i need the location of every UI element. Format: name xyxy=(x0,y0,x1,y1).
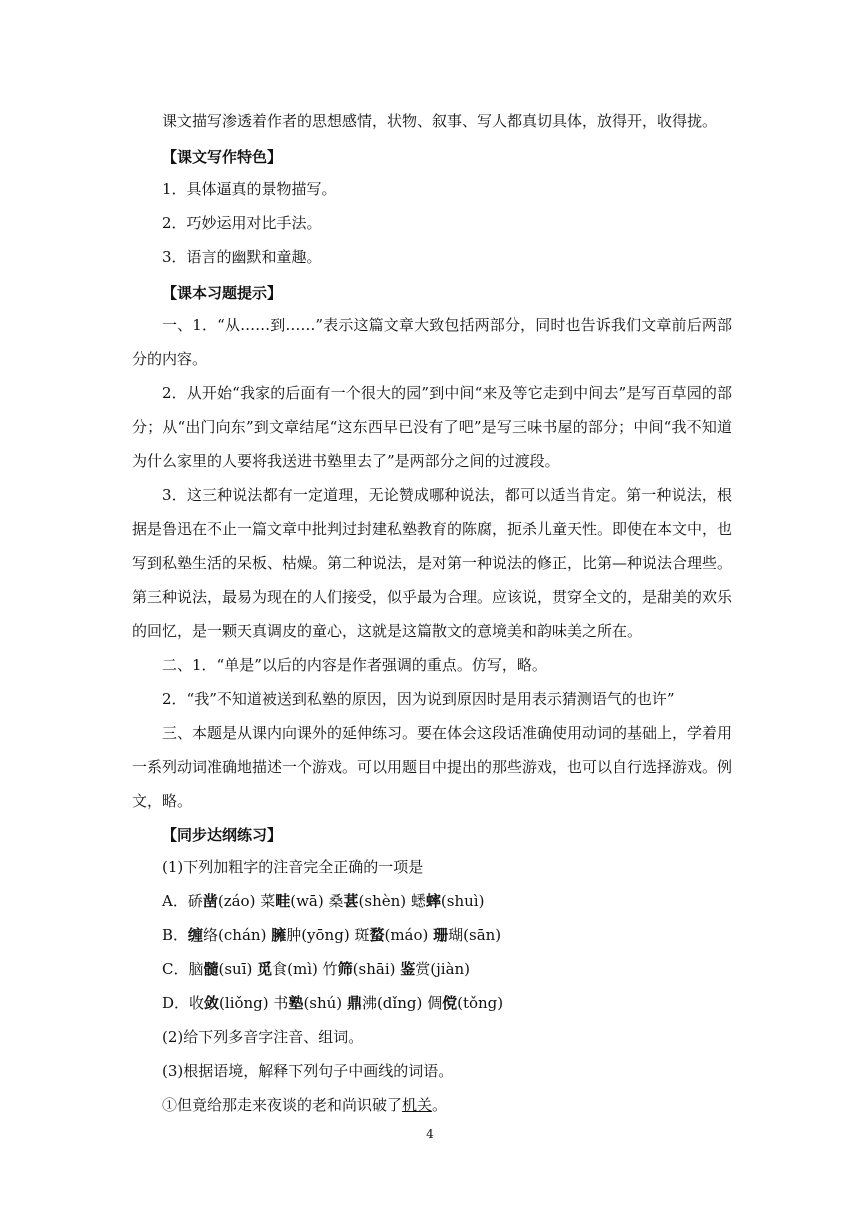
tip-paragraph-6: 三、本题是从课内向课外的延伸练习。要在体会这段话准确使用动词的基础上，学着用一系列动词准确地描述一个游戏。可以用题目中提出的那些游戏，也可以自行选择游戏。例文，略。 xyxy=(132,724,733,810)
question-1: (1)下列加粗字的注音完全正确的一项是 xyxy=(162,858,424,876)
underlined-word: 机关 xyxy=(402,1096,433,1114)
heading-writing-features: 【课文写作特色】 xyxy=(162,148,283,166)
tip-paragraph-5: 2．“我”不知道被送到私塾的原因，因为说到原因时是用表示猜测语气的也许” xyxy=(162,690,675,708)
tip-paragraph-1: 一、1．“从……到……”表示这篇文章大致包括两部分，同时也告诉我们文章前后两部分的内容。 xyxy=(132,316,732,368)
option-d: D．收敛(liǒng) 书塾(shú) 鼎沸(dǐng) 倜傥(tǒng) xyxy=(162,994,504,1012)
tip-paragraph-3: 3．这三种说法都有一定道理，无论赞成哪种说法，都可以适当肯定。第一种说法，根据是鲁迅在不止一篇文章中批判过封建私塾教育的陈腐，扼杀儿童天性。即使在本文中，也写到私塾生活的呆板、枯燥。第二种说法，是对第一种说法的修正，比第—种说法合理些。第三种说法，最易为现在的人们接受，似乎最为合理。应该说，贯穿全文的，是甜美的欢乐的回忆，是一颗天真调皮的童心，这就是这篇散文的意境美和韵味美之所在。 xyxy=(132,486,733,640)
tip-paragraph-4: 二、1．“单是”以后的内容是作者强调的重点。仿写，略。 xyxy=(162,656,547,674)
feature-item-3: 3．语言的幽默和童趣。 xyxy=(162,248,322,266)
heading-exercise-tips: 【课本习题提示】 xyxy=(162,284,283,302)
question-2: (2)给下列多音字注音、组词。 xyxy=(162,1028,364,1046)
option-c: C．脑髓(suī) 觅食(mì) 竹筛(shāi) 鉴赏(jiàn) xyxy=(162,960,471,978)
intro-paragraph: 课文描写渗透着作者的思想感情，状物、叙事、写人都真切具体，放得开，收得拢。 xyxy=(162,112,718,130)
question-3-item-1: ①但竟给那走来夜谈的老和尚识破了机关。 xyxy=(162,1096,448,1114)
option-a: A．硚凿(záo) 菜畦(wā) 桑葚(shèn) 蟋蟀(shuì) xyxy=(162,892,485,910)
heading-practice: 【同步达纲练习】 xyxy=(162,826,283,844)
question-3: (3)根据语境，解释下列句子中画线的词语。 xyxy=(162,1062,454,1080)
page-number: 4 xyxy=(426,1127,434,1141)
option-b: B．缠络(chán) 臃肿(yōng) 斑蝥(máo) 珊瑚(sān) xyxy=(162,926,502,944)
feature-item-1: 1．具体逼真的景物描写。 xyxy=(162,180,337,198)
tip-paragraph-2: 2．从开始“我家的后面有一个很大的园”到中间“来及等它走到中间去”是写百草园的部分；从“出门向东”到文章结尾“这东西早已没有了吧”是写三味书屋的部分；中间“我不知道为什么家里的人要将我送进书塾里去了”是两部分之间的过渡段。 xyxy=(132,384,732,470)
feature-item-2: 2．巧妙运用对比手法。 xyxy=(162,214,322,232)
